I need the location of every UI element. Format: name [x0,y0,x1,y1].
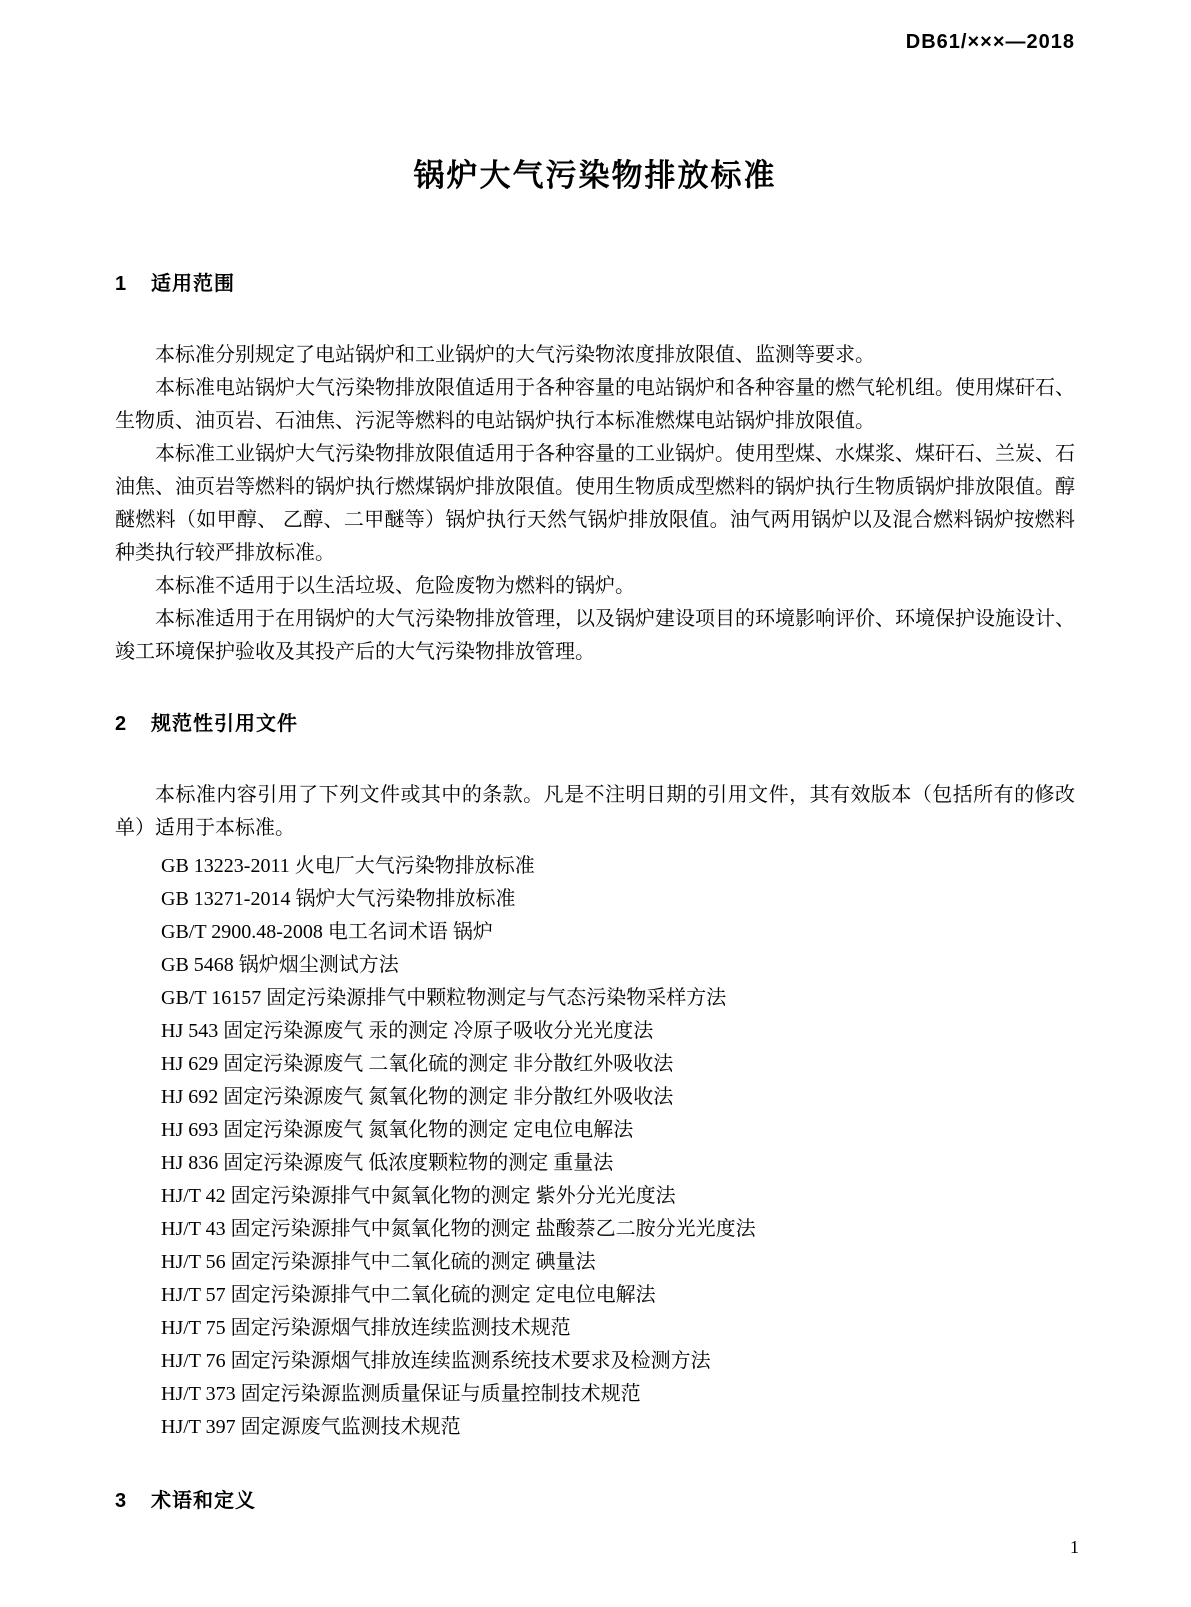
page-number: 1 [1070,1537,1079,1557]
reference-item: GB 5468 锅炉烟尘测试方法 [161,954,399,976]
document-title: 锅炉大气污染物排放标准 [413,158,777,193]
paragraph: 本标准电站锅炉大气污染物排放限值适用于各种容量的电站锅炉和各种容量的燃气轮机组。使用煤矸石、生物质、油页岩、石油焦、污泥等燃料的电站锅炉执行本标准燃煤电站锅炉排放限值。 [115,377,1075,432]
reference-item: GB/T 2900.48-2008 电工名词术语 锅炉 [161,921,493,943]
section-3-number: 3 [115,1490,127,1512]
paragraph: 本标准适用于在用锅炉的大气污染物排放管理，以及锅炉建设项目的环境影响评价、环境保护设施设计、竣工环境保护验收及其投产后的大气污染物排放管理。 [115,608,1075,663]
reference-item: HJ/T 56 固定污染源排气中二氧化硫的测定 碘量法 [161,1251,596,1273]
paragraph: 本标准不适用于以生活垃圾、危险废物为燃料的锅炉。 [155,575,635,597]
document-number: DB61/×××—2018 [905,31,1075,53]
section-1-number: 1 [115,273,127,295]
reference-item: HJ/T 57 固定污染源排气中二氧化硫的测定 定电位电解法 [161,1284,656,1306]
reference-item: HJ 692 固定污染源废气 氮氧化物的测定 非分散红外吸收法 [161,1086,674,1108]
section-2-number: 2 [115,713,127,735]
section-3-heading [115,1488,1075,1514]
section-1-heading [115,271,1075,297]
reference-item: HJ/T 397 固定源废气监测技术规范 [161,1416,461,1438]
section-2-heading [115,711,1075,737]
reference-item: HJ/T 43 固定污染源排气中氮氧化物的测定 盐酸萘乙二胺分光光度法 [161,1218,756,1240]
reference-item: HJ/T 76 固定污染源烟气排放连续监测系统技术要求及检测方法 [161,1350,711,1372]
reference-item: GB 13271-2014 锅炉大气污染物排放标准 [161,888,516,910]
paragraph: 本标准分别规定了电站锅炉和工业锅炉的大气污染物浓度排放限值、监测等要求。 [155,344,875,366]
reference-item: HJ 629 固定污染源废气 二氧化硫的测定 非分散红外吸收法 [161,1053,674,1075]
paragraph: 本标准工业锅炉大气污染物排放限值适用于各种容量的工业锅炉。使用型煤、水煤浆、煤矸石、兰炭、石油焦、油页岩等燃料的锅炉执行燃煤锅炉排放限值。使用生物质成型燃料的锅炉执行生物质锅炉排放限值。醇醚燃料（如甲醇、 乙醇、二甲醚等）锅炉执行天然气锅炉排放限值。油气两用锅炉以及混合燃料锅炉按燃料种类执行较严排放标准。 [115,443,1075,564]
paragraph: 本标准内容引用了下列文件或其中的条款。凡是不注明日期的引用文件，其有效版本（包括所有的修改单）适用于本标准。 [115,784,1075,839]
section-2-body [115,779,1075,1444]
reference-list [115,850,1075,1444]
reference-item: HJ/T 75 固定污染源烟气排放连续监测技术规范 [161,1317,571,1339]
reference-item: GB/T 16157 固定污染源排气中颗粒物测定与气态污染物采样方法 [161,987,727,1009]
section-1-body [115,339,1075,669]
reference-item: HJ/T 373 固定污染源监测质量保证与质量控制技术规范 [161,1383,641,1405]
reference-item: HJ 543 固定污染源废气 汞的测定 冷原子吸收分光光度法 [161,1020,654,1042]
section-1-title: 适用范围 [151,273,235,295]
section-2-title: 规范性引用文件 [151,713,298,735]
reference-item: HJ/T 42 固定污染源排气中氮氧化物的测定 紫外分光光度法 [161,1185,676,1207]
section-3-title: 术语和定义 [151,1490,256,1512]
reference-item: HJ 693 固定污染源废气 氮氧化物的测定 定电位电解法 [161,1119,634,1141]
reference-item: HJ 836 固定污染源废气 低浓度颗粒物的测定 重量法 [161,1152,614,1174]
reference-item: GB 13223-2011 火电厂大气污染物排放标准 [161,855,535,877]
